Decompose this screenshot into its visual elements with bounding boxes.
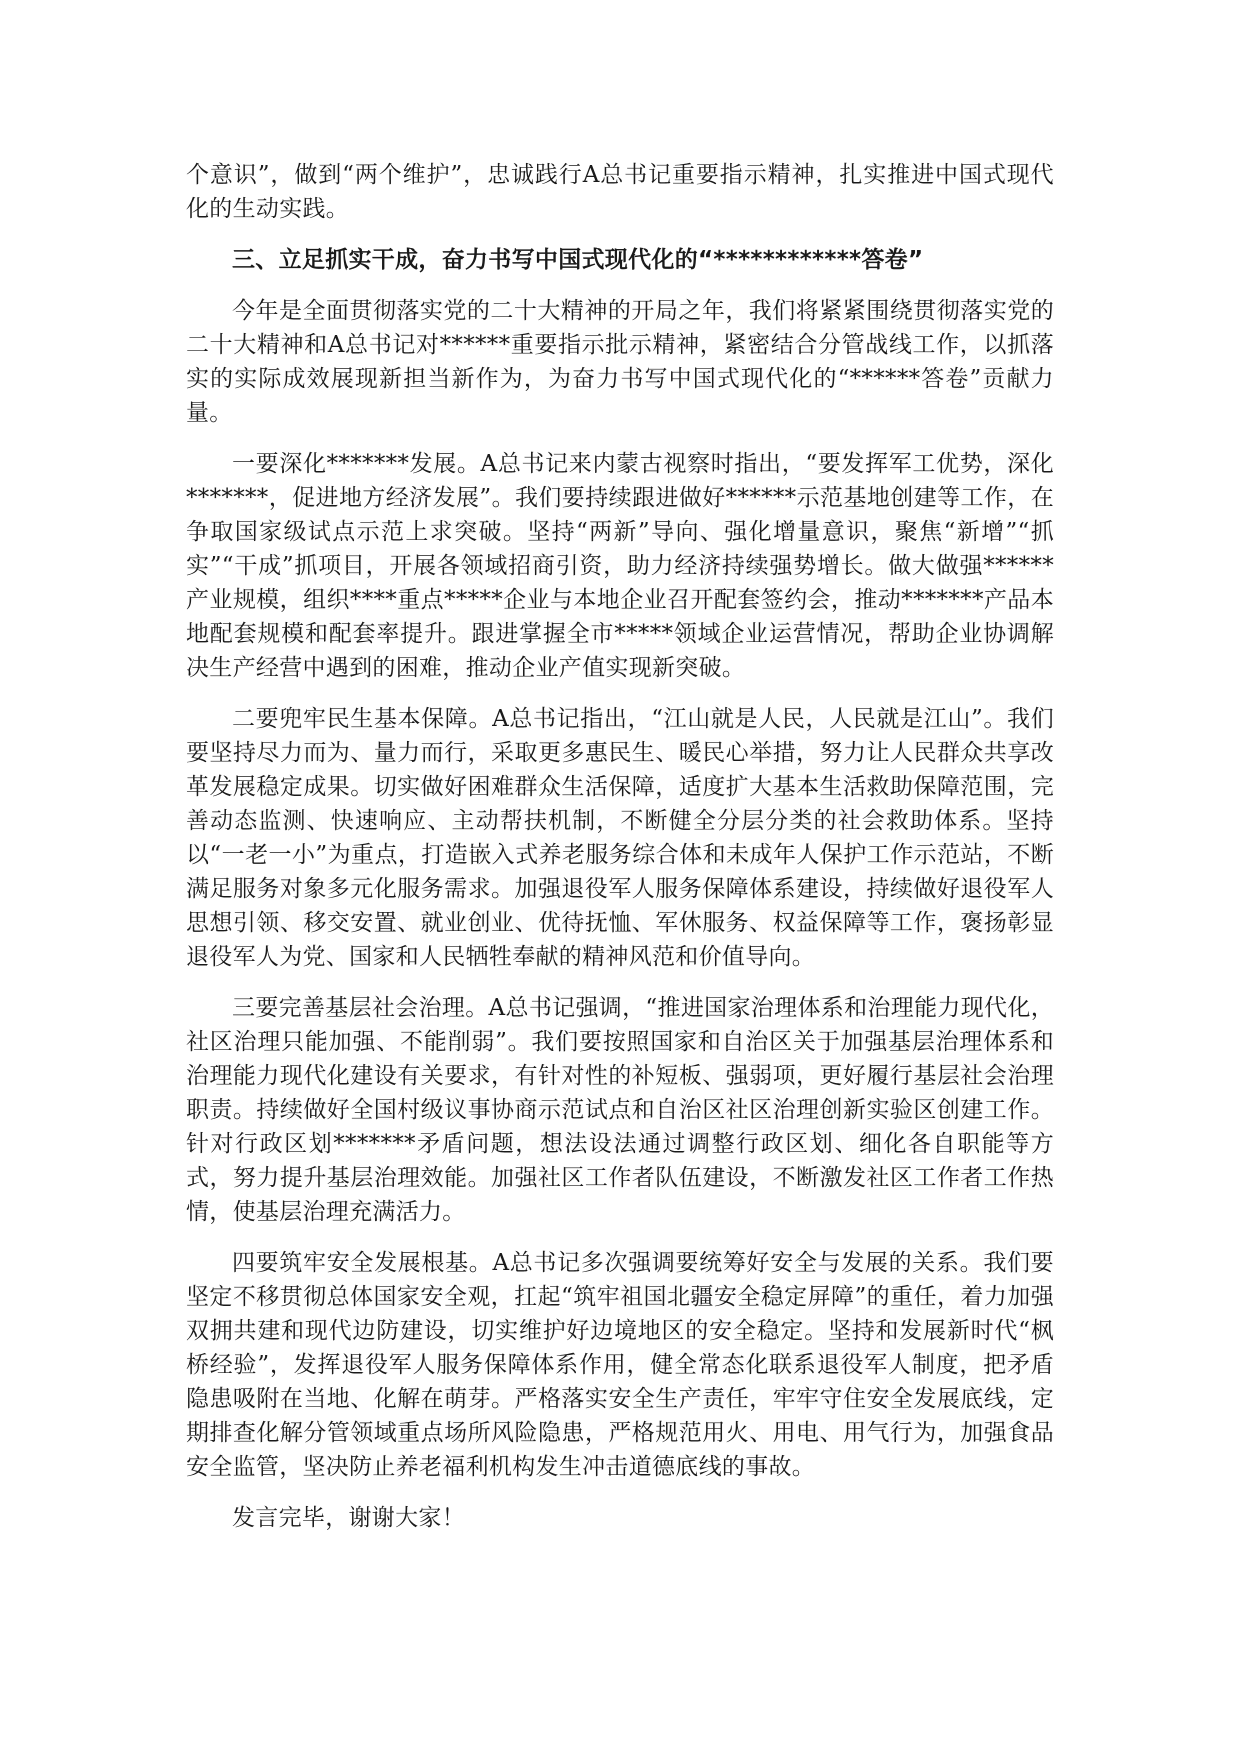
closing-paragraph: 发言完毕，谢谢大家！ [232,1505,465,1531]
point-two-paragraph: 二要兜牢民生基本保障。A总书记指出，“江山就是人民，人民就是江山”。我们要坚持尽力而为、量力而行，采取更多惠民生、暖民心举措，努力让人民群众共享改革发展稳定成果。切实做好困难群众生活保障，适度扩大基本生活救助保障范围，完善动态监测、快速响应、主动帮扶机制，不断健全分层分类的社会救助体系。坚持以“一老一小”为重点，打造嵌入式养老服务综合体和未成年人保护工作示范站，不断满足服务对象多元化服务需求。加强退役军人服务保障体系建设，持续做好退役军人思想引领、移交安置、就业创业、优待抚恤、军休服务、权益保障等工作，褒扬彰显退役军人为党、国家和人民牺牲奉献的精神风范和价值导向。 [186,706,1054,970]
point-four-paragraph: 四要筑牢安全发展根基。A总书记多次强调要统筹好安全与发展的关系。我们要坚定不移贯彻总体国家安全观，扛起“筑牢祖国北疆安全稳定屏障”的重任，着力加强双拥共建和现代边防建设，切实维护好边境地区的安全稳定。坚持和发展新时代“枫桥经验”，发挥退役军人服务保障体系作用，健全常态化联系退役军人制度，把矛盾隐患吸附在当地、化解在萌芽。严格落实安全生产责任，牢牢守住安全发展底线，定期排查化解分管领域重点场所风险隐患，严格规范用火、用电、用气行为，加强食品安全监管，坚决防止养老福利机构发生冲击道德底线的事故。 [186,1250,1054,1480]
paragraph-gap [186,430,1054,447]
point-three-paragraph: 三要完善基层社会治理。A总书记强调，“推进国家治理体系和治理能力现代化，社区治理只能加强、不能削弱”。我们要按照国家和自治区关于加强基层治理体系和治理能力现代化建设有关要求，有针对性的补短板、强弱项，更好履行基层社会治理职责。持续做好全国村级议事协商示范试点和自治区社区治理创新实验区创建工作。针对行政区划*******矛盾问题，想法设法通过调整行政区划、细化各自职能等方式，努力提升基层治理效能。加强社区工作者队伍建设，不断激发社区工作者工作热情，使基层治理充满活力。 [186,995,1054,1225]
document-page [186,158,1054,1535]
overview-paragraph: 今年是全面贯彻落实党的二十大精神的开局之年，我们将紧紧围绕贯彻落实党的二十大精神和A总书记对******重要指示批示精神，紧密结合分管战线工作，以抓落实的实际成效展现新担当新作为，为奋力书写中国式现代化的“******答卷”贡献力量。 [186,298,1054,426]
paragraph-gap [186,277,1054,294]
intro-continuation-paragraph: 个意识”，做到“两个维护”，忠诚践行A总书记重要指示精神，扎实推进中国式现代化的生动实践。 [186,162,1054,222]
paragraph-gap [186,974,1054,991]
paragraph-gap [186,1484,1054,1501]
paragraph-gap [186,1229,1054,1246]
paragraph-gap [186,226,1054,243]
section-heading: 三、立足抓实干成，奋力书写中国式现代化的“************答卷” [232,247,924,273]
paragraph-gap [186,685,1054,702]
point-one-paragraph: 一要深化*******发展。A总书记来内蒙古视察时指出，“要发挥军工优势，深化*******，促进地方经济发展”。我们要持续跟进做好******示范基地创建等工作，在争取国家级试点示范上求突破。坚持“两新”导向、强化增量意识，聚焦“新增”“抓实”“干成”抓项目，开展各领域招商引资，助力经济持续强势增长。做大做强******产业规模，组织****重点*****企业与本地企业召开配套签约会，推动*******产品本地配套规模和配套率提升。跟进掌握全市*****领域企业运营情况，帮助企业协调解决生产经营中遇到的困难，推动企业产值实现新突破。 [186,451,1054,681]
